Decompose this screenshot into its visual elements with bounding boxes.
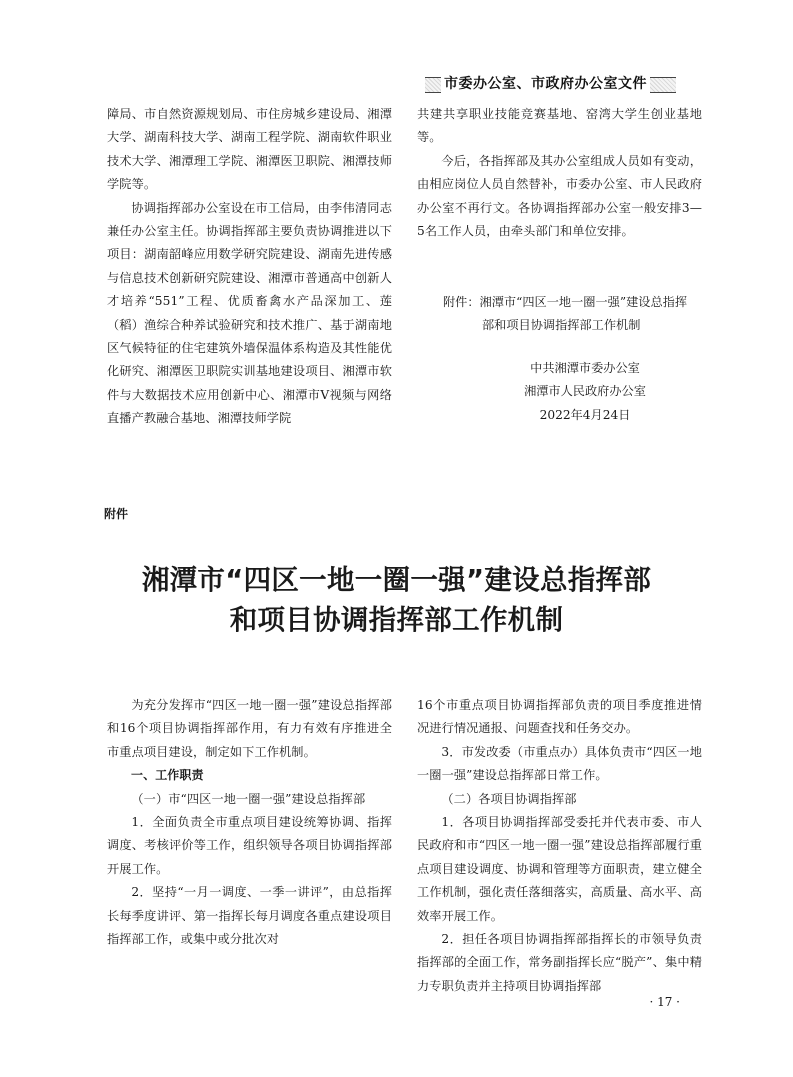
main-title [60, 560, 733, 640]
paragraph: 1．各项目协调指挥部受委托并代表市委、市人民政府和市“四区一地一圈一强”建设总指挥部履行重点项目建设调度、协调和管理等方面职责，建立健全工作机制，强化责任落细落实，高质量、高水平、高效率开展工作。 [417, 815, 702, 923]
paragraph: 为充分发挥市“四区一地一圈一强”建设总指挥部和16个项目协调指挥部作用，有力有效有序推进全市重点项目建设，制定如下工作机制。 [107, 698, 392, 759]
attachment-note-line1: 附件：湘潭市“四区一地一圈一强”建设总指挥 [443, 295, 688, 309]
paragraph: 障局、市自然资源规划局、市住房城乡建设局、湘潭大学、湖南科技大学、湖南工程学院、湖南软件职业技术大学、湘潭理工学院、湘潭医卫职院、湘潭技师学院等。 [107, 107, 392, 192]
signature-org-2: 湘潭市人民政府办公室 [524, 384, 646, 399]
header-title: 市委办公室、市政府办公室文件 [441, 74, 650, 94]
paragraph: 今后，各指挥部及其办公室组成人员如有变动，由相应岗位人员自然替补，市委办公室、市人民政府办公室不再行文。各协调指挥部办公室一般安排3—5名工作人员，由牵头部门和单位安排。 [417, 153, 702, 239]
main-title-line1: 湘潭市“四区一地一圈一强”建设总指挥部 [141, 564, 652, 596]
page-number: · 17 · [649, 995, 680, 1009]
section-heading: 一、工作职责 [131, 768, 204, 783]
main-title-line2: 和项目协调指挥部工作机制 [229, 604, 564, 636]
paragraph: 共建共享职业技能竞赛基地、窑湾大学生创业基地等。 [417, 107, 702, 145]
subsection-heading: （二）各项目协调指挥部 [441, 791, 577, 806]
paragraph: 16个市重点项目协调指挥部负责的项目季度推进情况进行情况通报、问题查找和任务交办。 [417, 698, 702, 736]
column-3 [107, 694, 392, 951]
column-2 [417, 103, 702, 243]
signature-date: 2022年4月24日 [539, 407, 631, 422]
paragraph: 2．担任各项目协调指挥部指挥长的市领导负责指挥部的全面工作，常务副指挥长应“脱产”、集中精力专职负责并主持项目协调指挥部 [417, 932, 702, 993]
column-4 [417, 694, 702, 998]
paragraph: 1．全面负责全市重点项目建设统筹协调、指挥调度、考核评价等工作，组织领导各项目协调指挥部开展工作。 [107, 815, 392, 876]
signature-block [510, 357, 660, 427]
attachment-note-line2: 部和项目协调指挥部工作机制 [482, 318, 641, 333]
column-1 [107, 103, 392, 431]
paragraph: 3．市发改委（市重点办）具体负责市“四区一地一圈一强”建设总指挥部日常工作。 [417, 744, 702, 783]
attachment-label: 附件 [104, 507, 129, 521]
signature-org-1: 中共湘潭市委办公室 [530, 361, 640, 375]
attachment-note [443, 291, 723, 338]
subsection-heading: （一）市“四区一地一圈一强”建设总指挥部 [131, 791, 366, 806]
paragraph: 协调指挥部办公室设在市工信局，由李伟清同志兼任办公室主任。协调指挥部主要负责协调推进以下项目：湖南韶峰应用数学研究院建设、湖南先进传感与信息技术创新研究院建设、湘潭市普通高中创新人才培养“551”工程、优质畜禽水产品深加工、莲（稻）渔综合种养试验研究和技术推广、基于湖南地区气候特征的住宅建筑外墙保温体系构造及其性能优化研究、湘潭医卫职院实训基地建设项目、湘潭市软件与大数据技术应用创新中心、湘潭市V视频与网络直播产教融合基地、湘潭技师学院 [107, 200, 392, 426]
paragraph: 2．坚持“一月一调度、一季一讲评”，由总指挥长每季度讲评、第一指挥长每月调度各重点建设项目指挥部工作，或集中或分批次对 [107, 885, 392, 947]
